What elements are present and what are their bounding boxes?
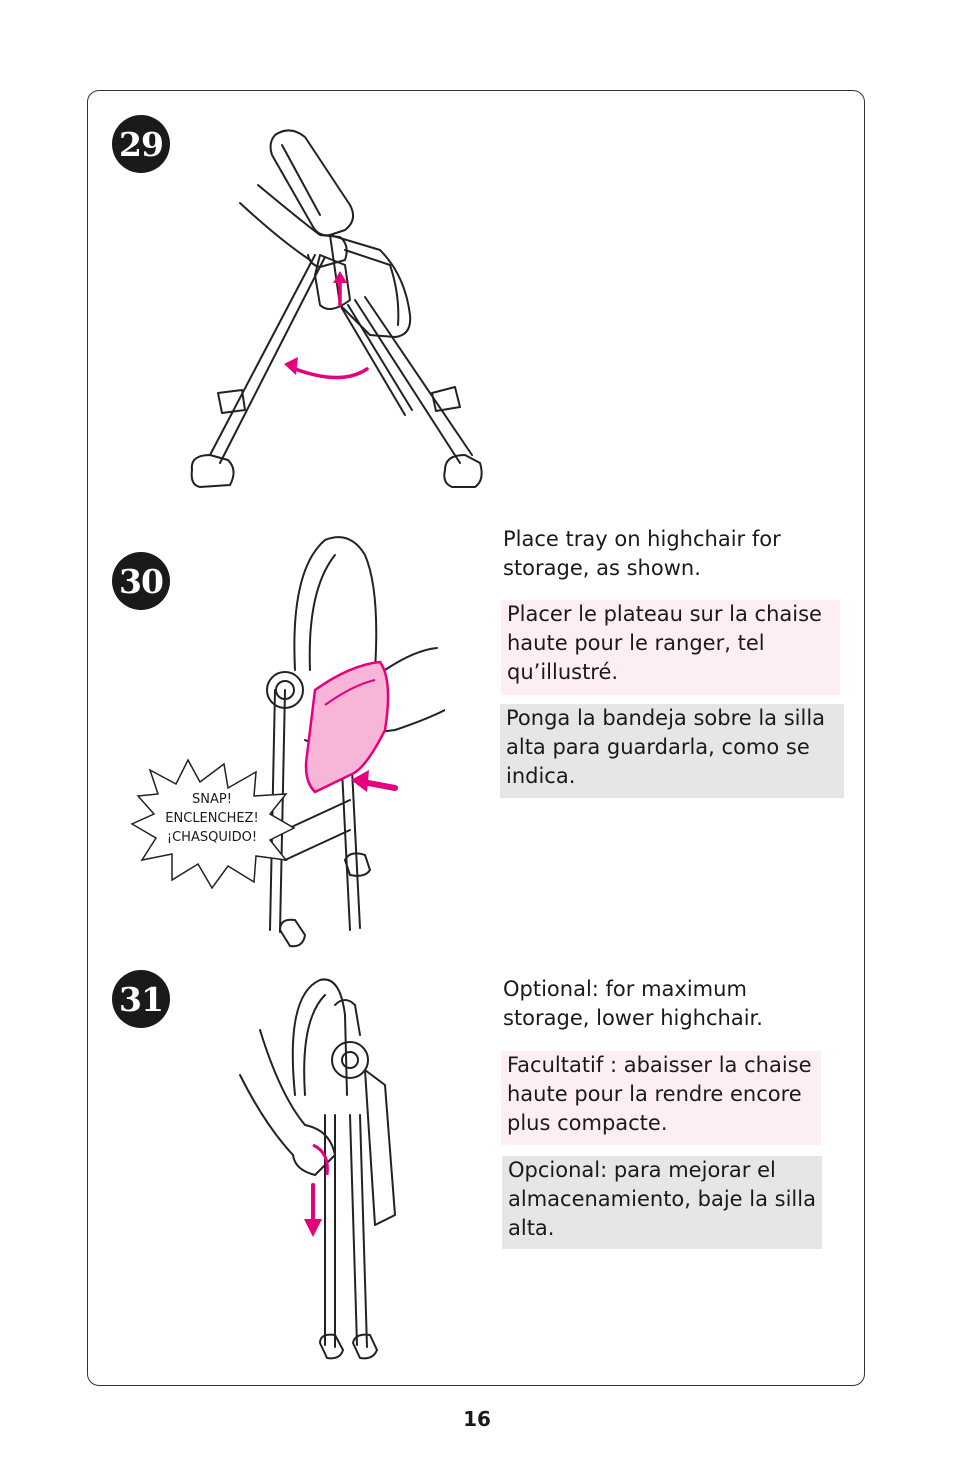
step-number: 29 (119, 124, 163, 164)
step-31-text-en: Optional: for maximum storage, lower highchair. (503, 977, 763, 1030)
step-31-text-fr: Facultatif : abaisser la chaise haute pour la rendre encore plus compacte. (501, 1051, 821, 1145)
snap-callout-text (128, 790, 296, 847)
callout-line-en: SNAP! (192, 792, 232, 807)
step-29-badge (112, 115, 170, 173)
step-29-illustration (180, 125, 490, 500)
step-30-text-fr: Placer le plateau sur la chaise haute pour le ranger, tel qu’illustré. (501, 600, 840, 695)
step-30-text-es: Ponga la bandeja sobre la silla alta para guardarla, como se indica. (500, 704, 844, 798)
step-number: 30 (119, 561, 163, 601)
step-31-illustration (235, 975, 410, 1375)
step-31-badge (112, 970, 170, 1028)
page-number: 16 (463, 1407, 491, 1431)
step-31-text-es: Opcional: para mejorar el almacenamiento, baje la silla alta. (502, 1156, 822, 1249)
step-30-text-en: Place tray on highchair for storage, as shown. (503, 527, 781, 580)
step-30-badge (112, 552, 170, 610)
step-number: 31 (119, 979, 163, 1019)
callout-line-fr: ENCLENCHEZ! (165, 811, 259, 826)
tray-shape (306, 662, 388, 792)
callout-line-es: ¡CHASQUIDO! (166, 830, 258, 845)
